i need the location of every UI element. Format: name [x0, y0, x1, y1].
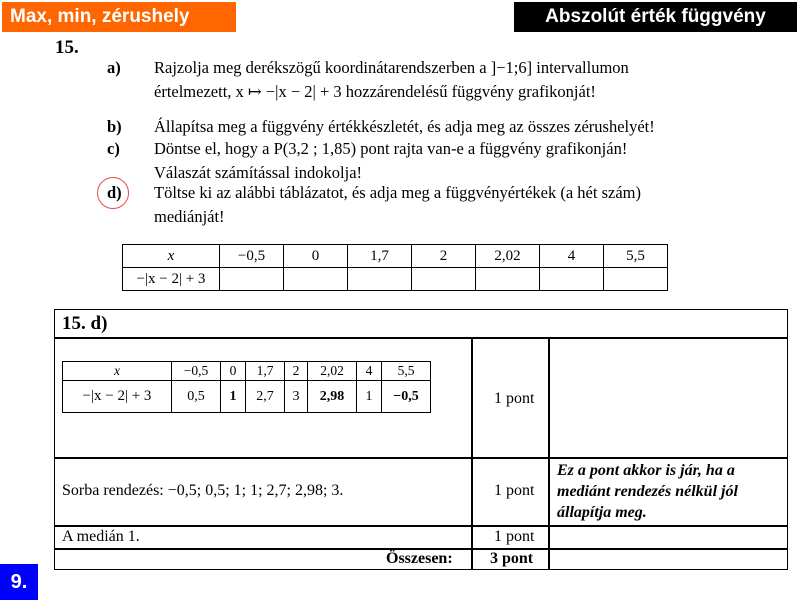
task-table-cell: 2 [412, 245, 476, 268]
total-points: 3 pont [490, 550, 534, 567]
solution-table-values [63, 381, 431, 413]
task-a-line2: értelmezett, x ↦ −|x − 2| + 3 hozzárendelésű függvény grafikonját! [154, 82, 596, 101]
solution-title: 15. d) [62, 313, 108, 334]
task-c-line2: Válaszát számítással indokolja! [154, 163, 363, 182]
median-text: A medián 1. [62, 528, 140, 545]
task-b-label: b) [107, 117, 122, 136]
topic-tag-right: Abszolút érték függvény [514, 2, 797, 32]
task-table-cell: −|x − 2| + 3 [123, 268, 220, 291]
row1-points: 1 pont [494, 390, 535, 407]
solution-table-cell: 2,98 [308, 381, 357, 413]
task-a-line1: Rajzolja meg derékszögű koordinátarendszerben a ]−1;6] intervallumon [154, 58, 629, 77]
topic-tag-left: Max, min, zérushely [2, 2, 236, 32]
task-c-label: c) [107, 139, 120, 158]
task-c-line1: Döntse el, hogy a P(3,2 ; 1,85) pont rajta van-e a függvény grafikonján! [154, 139, 628, 158]
task-table [122, 244, 668, 291]
solution-table-cell: 1 [221, 381, 246, 413]
task-table-cell: −0,5 [220, 245, 284, 268]
frame-divider [548, 337, 550, 570]
solution-table-cell: 4 [357, 362, 382, 381]
row2-points: 1 pont [494, 482, 535, 499]
task-table-empty-cell [284, 268, 348, 291]
task-table-empty-cell [540, 268, 604, 291]
solution-table-cell: 5,5 [382, 362, 431, 381]
solution-frame [54, 309, 788, 570]
frame-divider [54, 457, 788, 459]
solution-table-cell: −0,5 [172, 362, 221, 381]
task-table-empty-cell [348, 268, 412, 291]
solution-table-cell: x [63, 362, 172, 381]
highlight-circle [97, 177, 129, 209]
task-table-empty-cell [604, 268, 668, 291]
solution-table-cell: 1,7 [246, 362, 285, 381]
task-d-line2: mediánját! [154, 207, 225, 226]
task-table-empty-cell [412, 268, 476, 291]
solution-table-cell: −|x − 2| + 3 [63, 381, 172, 413]
task-table-cell: 0 [284, 245, 348, 268]
task-d-label: d) [107, 183, 122, 202]
page-number: 9. [0, 564, 38, 600]
task-table-cell: 4 [540, 245, 604, 268]
solution-table-cell: 0 [221, 362, 246, 381]
task-table-empty-cell [476, 268, 540, 291]
solution-table-cell: 2,02 [308, 362, 357, 381]
row3-points: 1 pont [494, 528, 535, 545]
solution-table-cell: 2 [285, 362, 308, 381]
task-table-cell: 5,5 [604, 245, 668, 268]
solution-table-header [63, 362, 431, 381]
frame-divider [471, 337, 473, 570]
frame-divider [54, 337, 788, 339]
frame-divider [54, 525, 788, 527]
solution-table-cell: 1 [357, 381, 382, 413]
task-table-cell: x [123, 245, 220, 268]
task-d-line1: Töltse ki az alábbi táblázatot, és adja meg a függvényértékek (a hét szám) [154, 183, 641, 202]
task-a-label: a) [107, 58, 121, 77]
task-table-empty-cell [220, 268, 284, 291]
solution-table-cell: 0,5 [172, 381, 221, 413]
task-b-text: Állapítsa meg a függvény értékkészletét, és adja meg az összes zérushelyét! [154, 117, 655, 136]
task-table-cell: 2,02 [476, 245, 540, 268]
sorting-text: Sorba rendezés: −0,5; 0,5; 1; 1; 2,7; 2,98; 3. [62, 482, 344, 499]
solution-table [62, 361, 431, 413]
solution-table-cell: −0,5 [382, 381, 431, 413]
task-table-row-fx [123, 268, 668, 291]
total-label: Összesen: [386, 550, 453, 567]
solution-table-cell: 3 [285, 381, 308, 413]
task-table-row-x [123, 245, 668, 268]
task-table-cell: 1,7 [348, 245, 412, 268]
problem-number: 15. [55, 37, 79, 58]
solution-table-cell: 2,7 [246, 381, 285, 413]
scoring-note: Ez a pont akkor is jár, ha a mediánt rendezés nélkül jól állapítja meg. [557, 462, 738, 521]
